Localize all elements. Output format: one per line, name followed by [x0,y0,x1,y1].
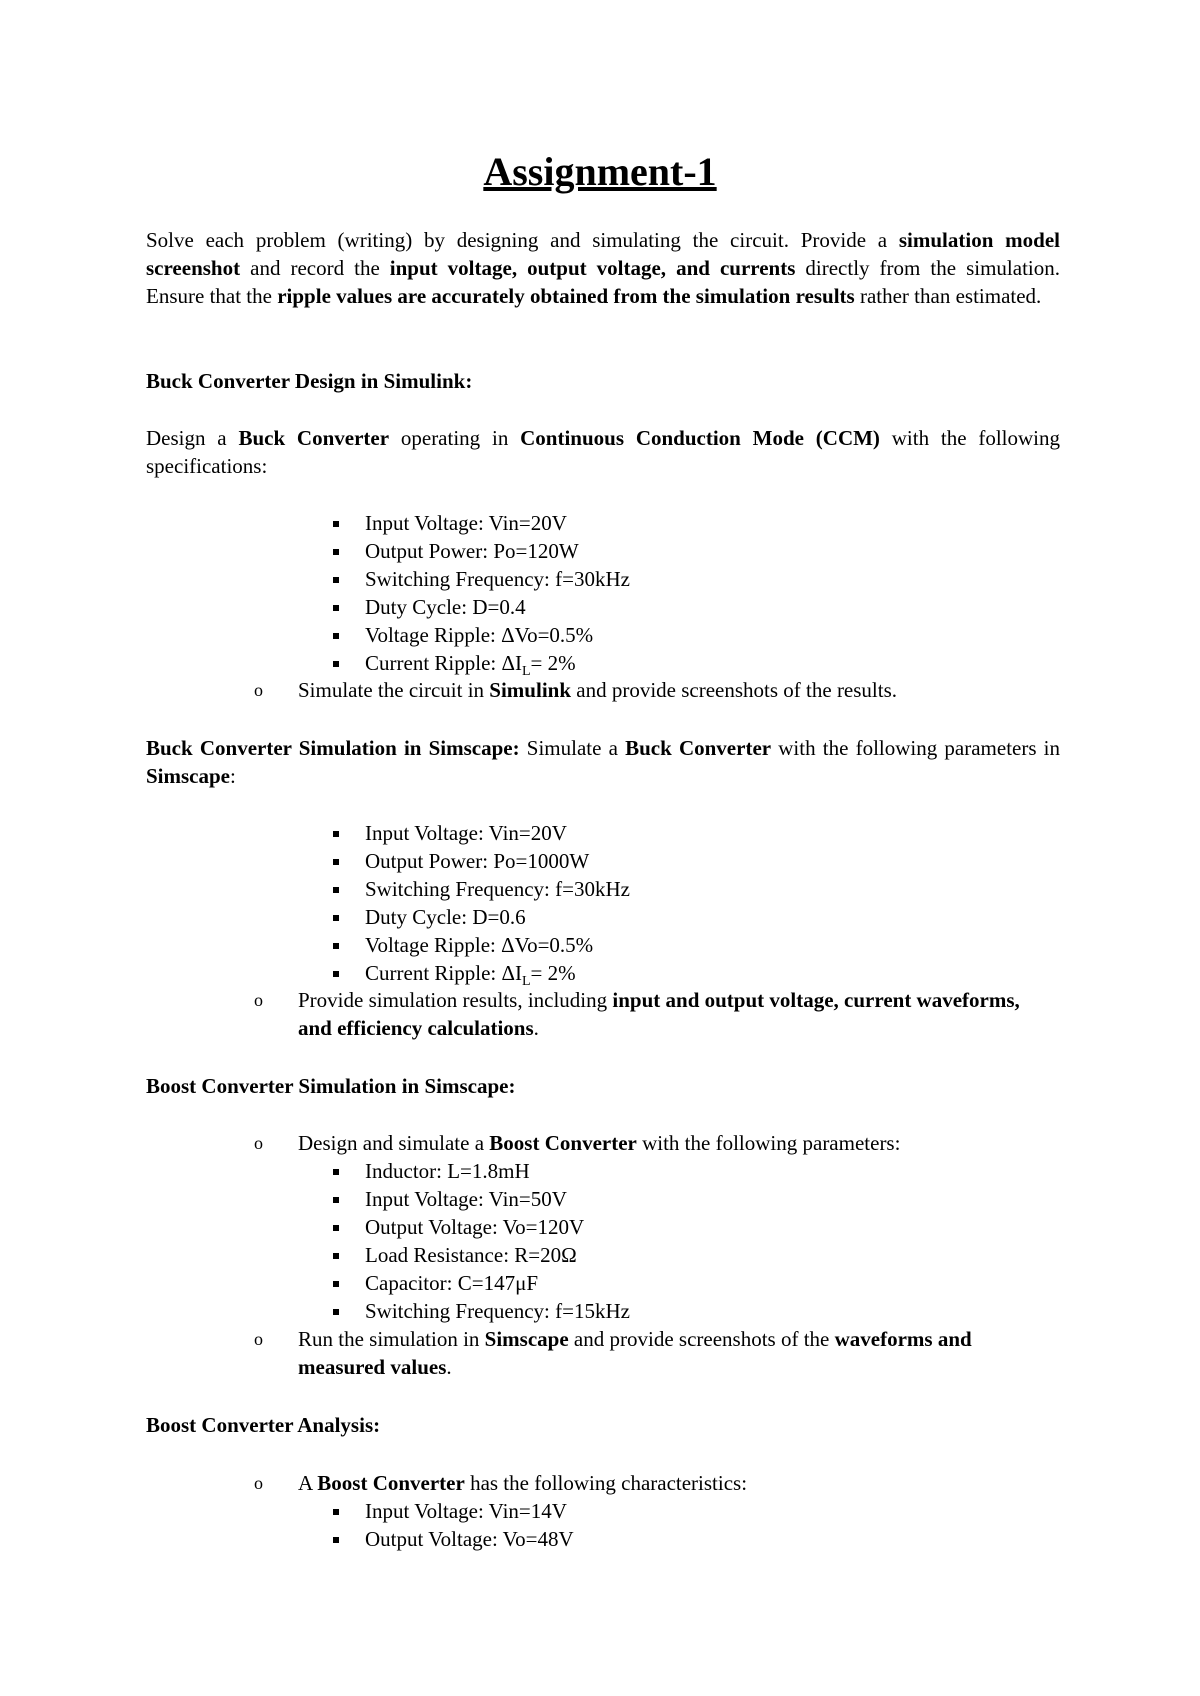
desc-text: operating in [389,426,521,450]
text: has the following characteristics: [464,1471,748,1495]
bullet-text [298,1325,1058,1381]
desc-text: with the following specifications: [146,426,1060,478]
list-item: Input Voltage: Vin=14V [333,1497,574,1525]
text: Run the simulation in [298,1327,485,1351]
section2-intro [146,734,1060,790]
list-item: Inductor: L=1.8mH [333,1157,630,1185]
intro-bold: simulation model screenshot [146,228,1060,280]
bold: Simulink [489,678,572,702]
intro-bold: ripple values are accurately obtained from the simulation results [277,284,855,308]
bold: input and output voltage, current waveforms, and efficiency calculations [298,988,1020,1040]
intro-paragraph [146,226,1060,310]
list-item: Input Voltage: Vin=20V [333,819,630,847]
list-item: Output Power: Po=1000W [333,847,630,875]
text: . [533,1016,539,1040]
subscript: L [521,664,531,680]
desc-bold: Buck Converter [238,426,390,450]
section3-heading: Boost Converter Simulation in Simscape: [146,1074,516,1098]
bold: waveforms and measured values [298,1327,972,1379]
list-item: Voltage Ripple: ΔVo=0.5% [333,621,630,649]
list-item: Voltage Ripple: ΔVo=0.5% [333,931,630,959]
bold: Simscape [484,1327,569,1351]
list-item: Input Voltage: Vin=20V [333,509,630,537]
current-ripple-label: Current Ripple: ΔI [365,651,522,675]
current-ripple-value: = 2% [530,961,576,985]
bold: Boost Converter [317,1471,465,1495]
text: Provide simulation results, including [298,988,613,1012]
bold: Boost Converter [489,1131,637,1155]
section1-description [146,424,1060,480]
intro-text: directly from the simulation. Ensure that the [146,256,1060,308]
list-item: Output Voltage: Vo=48V [333,1525,574,1553]
text: and provide screenshots of the [568,1327,835,1351]
desc-bold: Continuous Conduction Mode (CCM) [520,426,880,450]
list-item: Duty Cycle: D=0.4 [333,593,630,621]
section1-heading: Buck Converter Design in Simulink: [146,369,473,393]
list-item: Capacitor: C=147μF [333,1269,630,1297]
section2-heading: Buck Converter Simulation in Simscape: [146,736,520,760]
text: : [230,764,236,788]
intro-text: rather than estimated. [854,284,1042,308]
list-item: Output Power: Po=120W [333,537,630,565]
circle-bullet-icon: o [254,680,263,700]
section1-spec-list [333,509,630,686]
intro-text: Solve each problem (writing) by designing and simulating the circuit. Provide a [146,228,899,252]
text: and provide screenshots of the results. [571,678,898,702]
list-item: Switching Frequency: f=30kHz [333,875,630,903]
list-item: Switching Frequency: f=15kHz [333,1297,630,1325]
bullet-text [298,676,1058,704]
circle-bullet-icon: o [254,1329,263,1349]
section4-heading: Boost Converter Analysis: [146,1413,381,1437]
text: with the following parameters: [636,1131,901,1155]
bullet-text [298,1469,1058,1497]
circle-bullet-icon: o [254,1133,263,1153]
text: Simulate a [519,736,626,760]
circle-bullet-icon: o [254,1473,263,1493]
list-item: Output Voltage: Vo=120V [333,1213,630,1241]
bold: Simscape [146,764,230,788]
text: with the following parameters in [771,736,1061,760]
current-ripple-label: Current Ripple: ΔI [365,961,522,985]
section3-spec-list [333,1157,630,1325]
intro-text: and record the [240,256,390,280]
circle-bullet-icon: o [254,990,263,1010]
intro-bold: input voltage, output voltage, and currents [389,256,796,280]
subscript: L [521,974,531,990]
list-item: Input Voltage: Vin=50V [333,1185,630,1213]
current-ripple-value: = 2% [530,651,576,675]
section4-spec-list [333,1497,574,1553]
bullet-text [298,986,1058,1042]
desc-text: Design a [146,426,239,450]
list-item: Switching Frequency: f=30kHz [333,565,630,593]
bullet-text [298,1129,1058,1157]
section2-spec-list [333,819,630,996]
list-item: Load Resistance: R=20Ω [333,1241,630,1269]
page-title: Assignment-1 [483,149,717,194]
text: A [298,1471,318,1495]
bold: Buck Converter [625,736,772,760]
text: Simulate the circuit in [298,678,490,702]
list-item: Duty Cycle: D=0.6 [333,903,630,931]
text: Design and simulate a [298,1131,490,1155]
text: . [446,1355,452,1379]
